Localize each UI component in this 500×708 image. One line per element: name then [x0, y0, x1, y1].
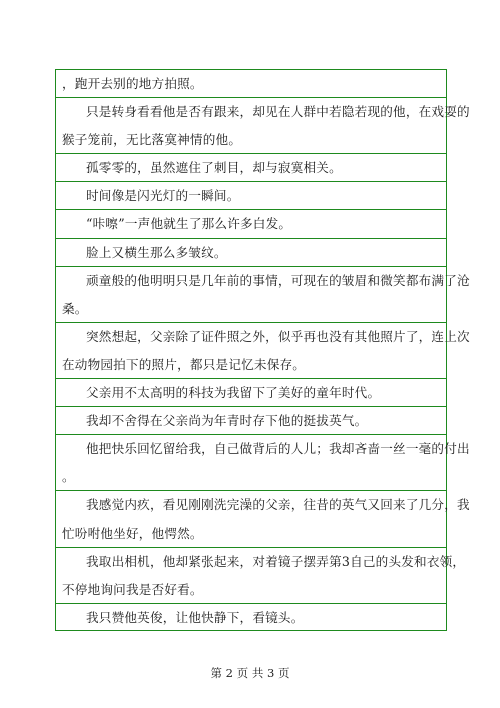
paragraph-line: 在动物园拍下的照片，都只是记忆未保存。	[56, 351, 446, 379]
paragraph-line: 我却不舍得在父亲尚为年青时存下他的挺拔英气。	[56, 407, 446, 435]
paragraph-line: 。	[56, 463, 446, 491]
paragraph-line: 不停地询问我是否好看。	[56, 576, 446, 604]
body-text	[56, 70, 470, 632]
paragraph-line: 父亲用不太高明的科技为我留下了美好的童年时代。	[56, 379, 446, 407]
paragraph-line: 只是转身看看他是否有跟来，却见在人群中若隐若现的他，在戏耍的	[86, 104, 470, 120]
paragraph-line: 猴子笼前，无比落寞神情的他。	[56, 126, 446, 154]
paragraph-line: 顽童般的他明明只是几年前的事情，可现在的皱眉和微笑都布满了沧	[86, 272, 470, 288]
paragraph-line: 忙吩咐他坐好，他愕然。	[56, 520, 446, 548]
paragraph-line: 他把快乐回忆留给我，自己做背后的人儿；我却吝啬一丝一毫的付出	[86, 441, 470, 457]
paragraph-line: 我只赞他英俊，让他快静下，看镜头。	[86, 609, 304, 625]
page-frame	[55, 69, 470, 631]
paragraph-line: 时间像是闪光灯的一瞬间。	[56, 182, 446, 210]
paragraph-line: 突然想起，父亲除了证件照之外，似乎再也没有其他照片了，连上次	[86, 328, 470, 344]
paragraph-line: 孤零零的，虽然遮住了刺目，却与寂寞相关。	[56, 154, 446, 182]
paragraph-line: 桑。	[56, 295, 446, 323]
paragraph-line: 我取出相机，他却紧张起来，对着镜子摆弄第3自己的头发和衣领，	[86, 553, 466, 569]
paragraph-line: 我感觉内疚，看见刚刚洗完澡的父亲，往昔的英气又回来了几分，我	[86, 497, 470, 513]
page-footer: 第 2 页 共 3 页	[210, 666, 290, 680]
paragraph-line: ，跑开去别的地方拍照。	[56, 70, 446, 98]
paragraph-line: “咔嚓”一声他就生了那么许多白发。	[56, 210, 446, 238]
paragraph-line: 脸上又横生那么多皱纹。	[56, 239, 446, 267]
